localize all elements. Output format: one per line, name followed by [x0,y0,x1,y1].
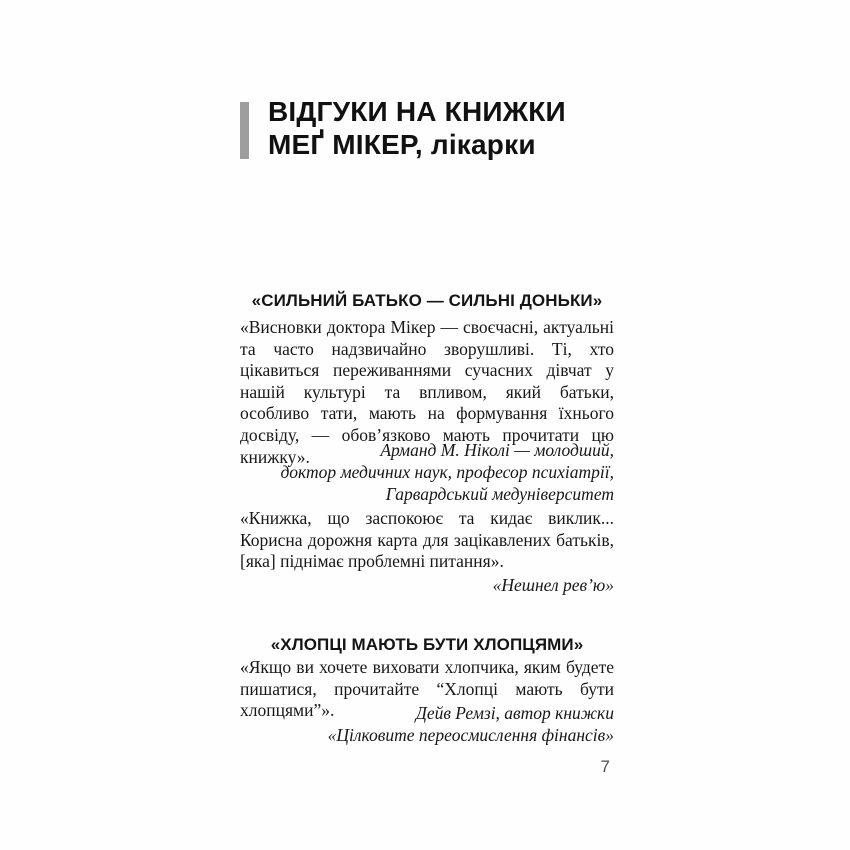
review-quote-national-review: «Книжка, що заспокоює та кидає виклик... Корисна дорожня карта для зацікавлених батьків, [яка] піднімає проблемні питання». [240,508,614,572]
review-attribution-nicoli [240,439,614,505]
attribution-line: Дейв Ремзі, автор книжки [415,703,614,723]
page-title-line-2: МЕҐ МІКЕР, лікарки [268,129,536,160]
page-title-line-1: ВІДГУКИ НА КНИЖКИ [268,96,566,127]
attribution-line: «Цілковите переосмислення фінансів» [327,725,614,745]
page-number: 7 [600,757,610,776]
attribution-line: «Нешнел рев’ю» [492,575,614,595]
review-attribution-ramsey [240,702,614,746]
review-quote-ramsey: «Якщо ви хочете виховати хлопчика, яким будете пишатися, прочитайте “Хлопці мають бути хлопцями”». [240,657,614,721]
attribution-line: Арманд М. Ніколі — молодший, [380,440,614,460]
title-accent-bar [240,102,249,159]
review-attribution-national-review [240,574,614,596]
section-heading-strong-father: «СИЛЬНИЙ БАТЬКО — СИЛЬНІ ДОНЬКИ» [251,291,603,310]
section-heading-boys-will-be-boys: «ХЛОПЦІ МАЮТЬ БУТИ ХЛОПЦЯМИ» [270,635,584,654]
attribution-line: Гарвардський медуніверситет [385,484,614,504]
page-title [268,95,566,161]
review-quote-nicoli: «Висновки доктора Мікер — своєчасні, актуальні та часто надзвичайно зворушливі. Ті, хто цікавиться переживаннями сучасних дівчат у нашій культурі та впливом, який батьки, особливо тати, мають на формування їхнього досвіду, — обов’язково мають прочитати цю книжку». [240,317,614,467]
page-title-block [240,95,614,161]
attribution-line: доктор медичних наук, професор психіатрії, [280,462,614,482]
